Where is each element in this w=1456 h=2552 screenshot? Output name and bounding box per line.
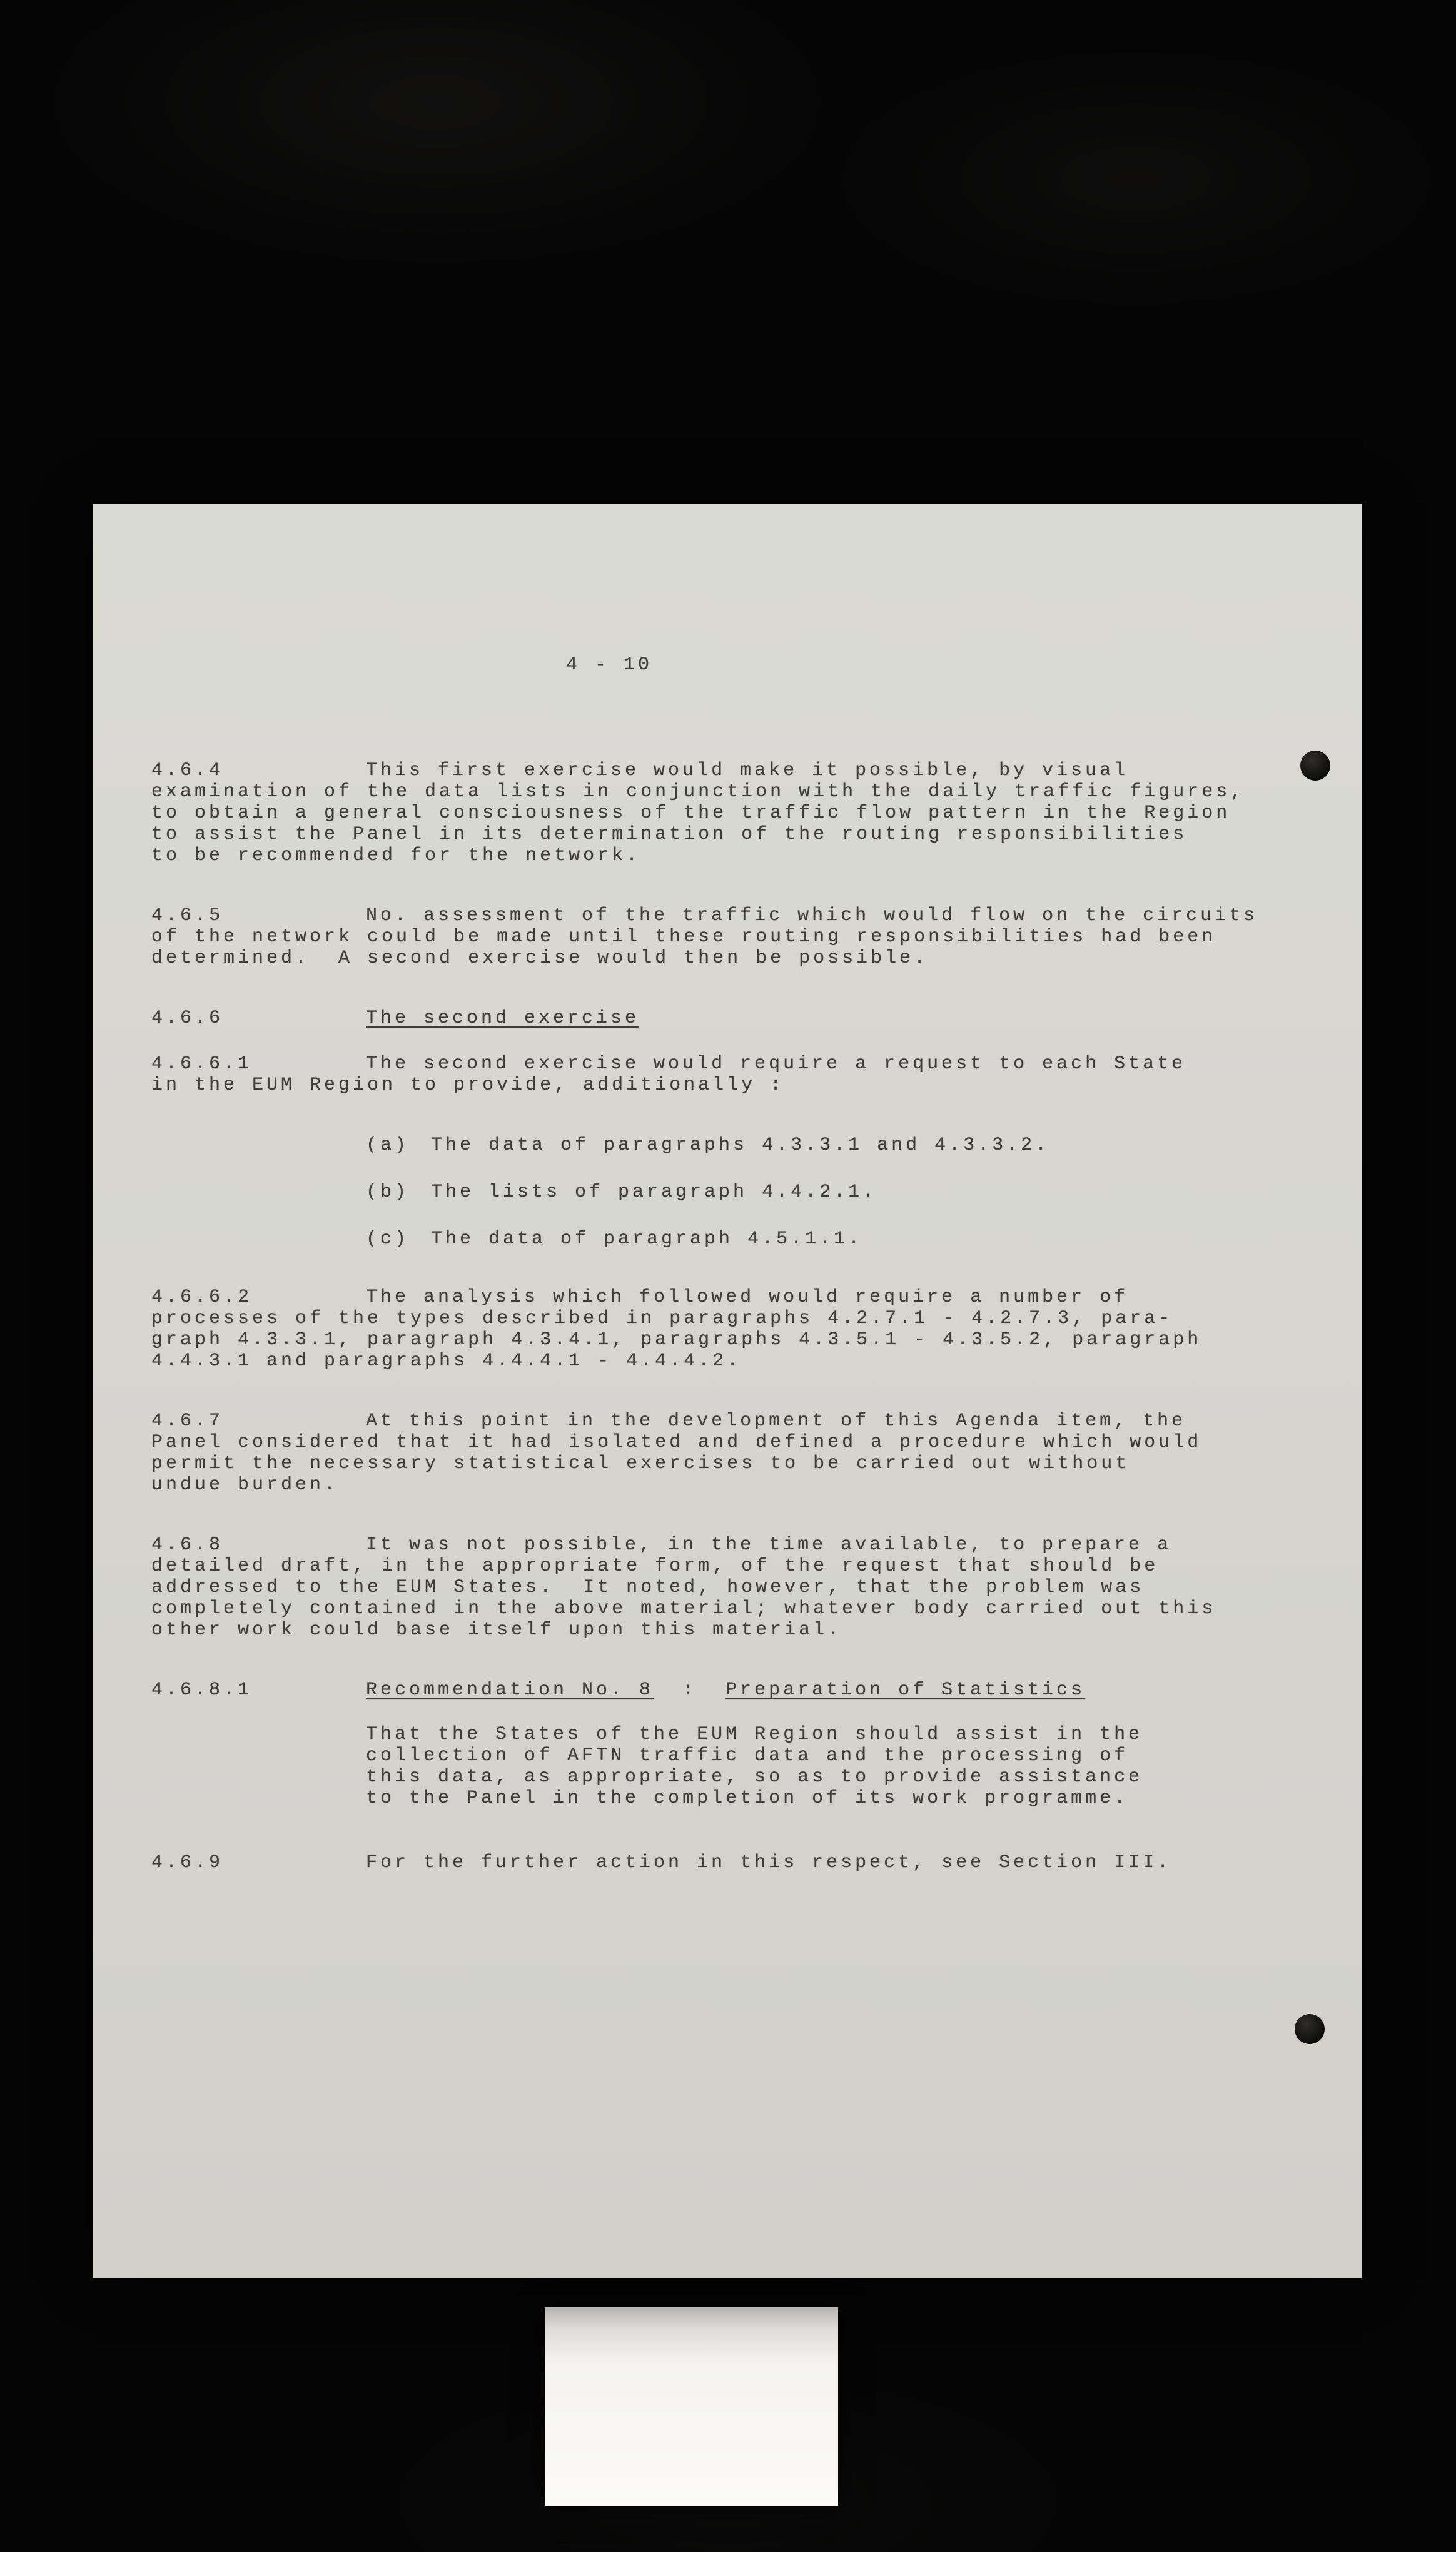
list-item-text: The data of paragraph 4.5.1.1. [431,1228,863,1250]
list-item-b [366,1182,1283,1203]
paragraph-4-6-6-heading [151,1008,1283,1029]
paragraph-number: 4.6.6 [151,1008,224,1029]
list-marker: (a) [366,1135,410,1156]
paragraph-text: For the further action in this respect, see Section III. [366,1852,1172,1873]
paragraph-number: 4.6.7 [151,1410,224,1432]
page-number: 4 - 10 [566,654,653,676]
list-item-a [366,1135,1283,1156]
paragraph-4-6-4 [151,760,1283,866]
document-page [93,504,1362,2278]
list-marker: (b) [366,1182,410,1203]
section-heading: The second exercise [366,1008,640,1029]
recommendation-body: That the States of the EUM Region should assist in the collection of AFTN traffic data and the processing of this data, as appropriate, so as to provide assistance to the Panel in the completion of its work programme. [366,1724,1143,1809]
punch-hole-bottom-icon [1295,2014,1325,2044]
paragraph-text: No. assessment of the traffic which would flow on the circuits of the network could be made until these routing responsibilities had been determined. A second exercise would then be possible. [151,905,1258,969]
recommendation-subtitle: Preparation of Statistics [725,1679,1086,1701]
recommendation-separator: : [654,1679,726,1701]
paragraph-number: 4.6.5 [151,905,224,926]
paragraph-text: The second exercise would require a request to each State in the EUM Region to provide, additionally : [151,1053,1186,1096]
paragraph-number: 4.6.8 [151,1534,224,1556]
paragraph-number: 4.6.6.2 [151,1287,253,1308]
paragraph-text: It was not possible, in the time available, to prepare a detailed draft, in the appropriate form, of the request that should be addressed to the EUM States. It noted, however, that the problem was completely contained in the above material; whatever body carried out this other work could base itself upon this material. [151,1534,1216,1641]
list-item-text: The lists of paragraph 4.4.2.1. [431,1182,877,1203]
paragraph-text: This first exercise would make it possible, by visual examination of the data lists in conjunction with the daily traffic figures, to obtain a general consciousness of the traffic flow pattern in the Region to assist the Panel in its determination of the routing responsibilities to be recommended for the network. [151,760,1245,866]
list-item-c [366,1228,1283,1250]
paragraph-4-6-7 [151,1410,1283,1496]
paragraph-4-6-5 [151,905,1283,969]
recommendation-heading [151,1679,1283,1701]
paragraph-4-6-6-1 [151,1053,1283,1096]
recommendation-title: Recommendation No. 8 [366,1679,654,1701]
page-content [151,654,1283,1912]
list-marker: (c) [366,1228,410,1250]
paragraph-4-6-8 [151,1534,1283,1641]
punch-hole-top-icon [1300,751,1330,781]
paragraph-text: At this point in the development of this Agenda item, the Panel considered that it had isolated and defined a procedure which would permit the necessary statistical exercises to be carried out without undue burden. [151,1410,1202,1496]
paragraph-number: 4.6.8.1 [151,1679,253,1701]
paragraph-number: 4.6.6.1 [151,1053,253,1075]
paragraph-text: The analysis which followed would require a number of processes of the types described in paragraphs 4.2.7.1 - 4.2.7.3, para- graph 4.3.3.1, paragraph 4.3.4.1, paragraphs 4.3.5.1 - 4.3.5.2, paragraph 4.4.3.1 and paragraphs 4.4.4.1 - 4.4.4.2. [151,1287,1202,1372]
bottom-film-card [545,2307,838,2506]
paragraph-4-6-9 [151,1852,1283,1873]
paragraph-number: 4.6.4 [151,760,224,781]
paragraph-number: 4.6.9 [151,1852,224,1873]
lettered-list [366,1135,1283,1250]
paragraph-4-6-6-2 [151,1287,1283,1372]
list-item-text: The data of paragraphs 4.3.3.1 and 4.3.3.2. [431,1135,1050,1156]
